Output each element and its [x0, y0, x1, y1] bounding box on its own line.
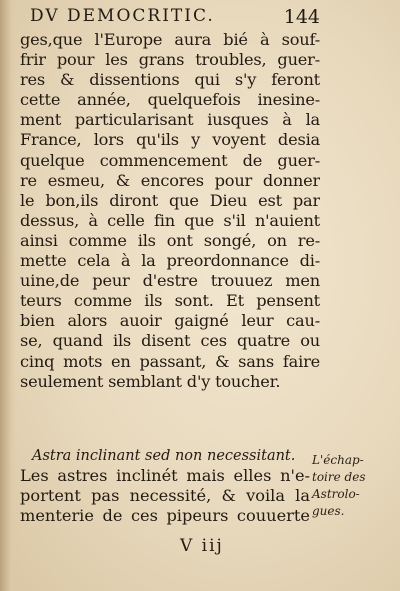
- running-title: DV DEMOCRITIC.: [30, 6, 215, 26]
- text-line: ainsi comme ils ont songé, on re-: [20, 230, 320, 250]
- text-line: mette cela à la preordonnance di-: [20, 251, 320, 271]
- text-line: res & dissentions qui s'y feront: [20, 70, 320, 90]
- text-line: quelque commencement de guer-: [20, 150, 320, 170]
- text-line: menterie de ces pipeurs couuerte: [20, 506, 310, 526]
- margin-note-line: toire des: [312, 470, 366, 484]
- text-line: cinq mots en passant, & sans faire: [20, 351, 320, 371]
- text-line: re esmeu, & encores pour donner: [20, 170, 320, 190]
- text-line: se, quand ils disent ces quatre ou: [20, 331, 320, 351]
- margin-note-line: Astrolo-: [312, 487, 360, 501]
- main-text-block: [20, 30, 320, 392]
- text-line: portent pas necessité, & voila la: [20, 486, 310, 506]
- show-through-text: [332, 238, 392, 328]
- text-line: dessus, à celle fin que s'il n'auient: [20, 210, 320, 230]
- text-line: frir pour les grans troubles, guer-: [20, 50, 320, 70]
- signature-mark: V iij: [180, 536, 224, 556]
- page-gutter: [0, 0, 16, 591]
- text-line: uine,de peur d'estre trouuez men: [20, 271, 320, 291]
- secondary-text-block: [20, 466, 310, 526]
- page-number: 144: [283, 6, 320, 28]
- text-line: cette année, quelquefois inesine-: [20, 90, 320, 110]
- text-line: bien alors auoir gaigné leur cau-: [20, 311, 320, 331]
- page-header: [30, 6, 320, 32]
- margin-note-line: L'échap-: [312, 453, 364, 467]
- margin-note: [312, 452, 392, 520]
- text-line: ment particularisant iusques à la: [20, 110, 320, 130]
- text-line: France, lors qu'ils y voyent desia: [20, 130, 320, 150]
- margin-note-line: gues.: [312, 504, 345, 518]
- text-line: le bon,ils diront que Dieu est par: [20, 190, 320, 210]
- text-line: Les astres inclinét mais elles n'e-: [20, 466, 310, 485]
- text-line: seulement semblant d'y toucher.: [20, 371, 281, 391]
- text-line: teurs comme ils sont. Et pensent: [20, 291, 320, 311]
- latin-quote: Astra inclinant sed non necessitant.: [32, 448, 296, 464]
- text-line: ges,que l'Europe aura bié à souf-: [20, 30, 320, 49]
